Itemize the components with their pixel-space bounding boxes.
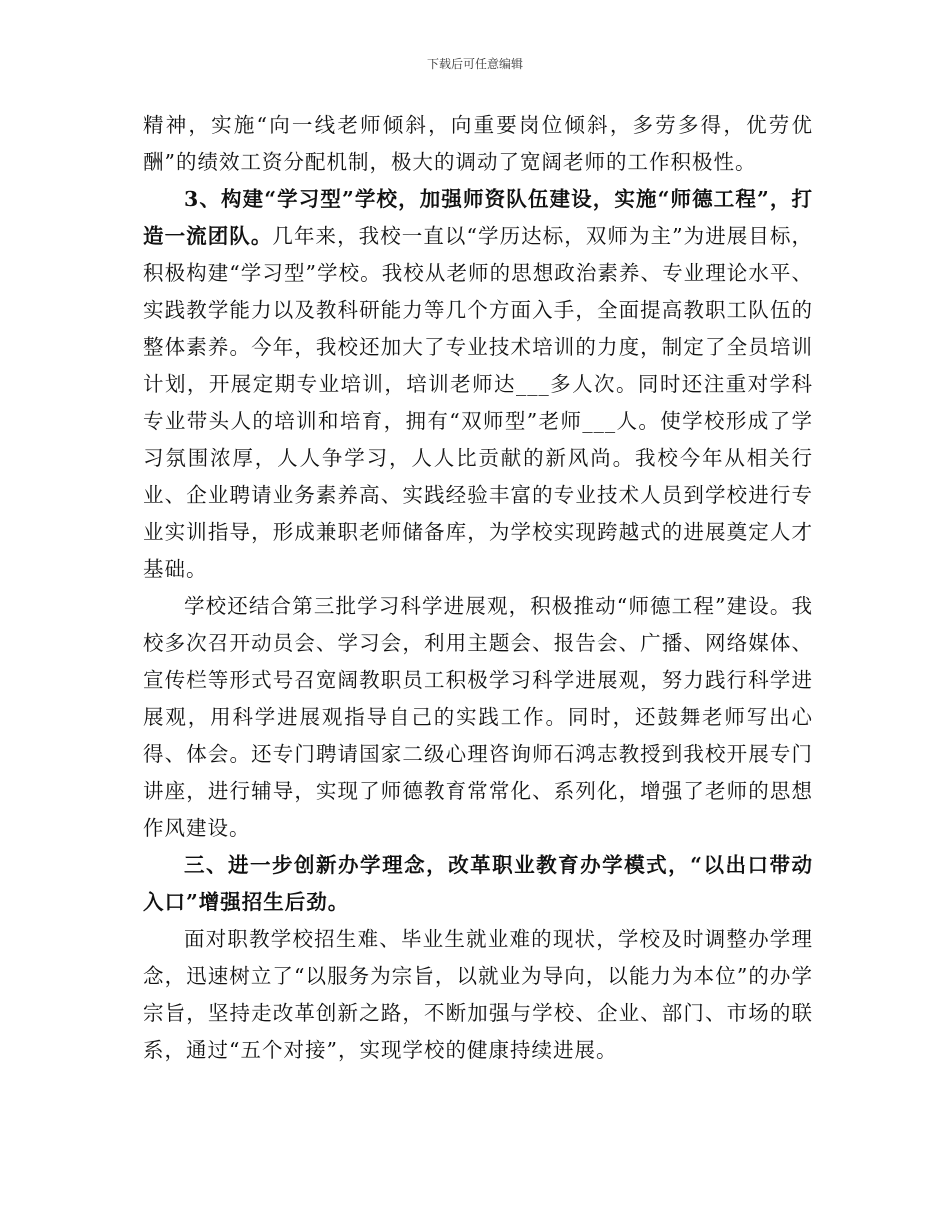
- section-heading-3: 3、构建“学习型”学校，加强师资队伍建设，实施“师德工程”，打造一流团队。: [143, 187, 813, 248]
- paragraph-enrollment: 面对职教学校招生难、毕业生就业难的现状，学校及时调整办学理念，迅速树立了“以服务为宗旨，以就业为导向，以能力为本位”的办学宗旨，坚持走改革创新之路，不断加强与学校、企业、部门、市场的联系，通过“五个对接”，实现学校的健康持续进展。: [143, 927, 813, 1062]
- page-header: 下载后可任意编辑: [426, 57, 523, 71]
- paragraph-teacher-ethics: 学校还结合第三批学习科学进展观，积极推动“师德工程”建设。我校多次召开动员会、学习会，利用主题会、报告会、广播、网络媒体、宣传栏等形式号召宽阔教职员工积极学习科学进展观，努力践行科学进展观，用科学进展观指导自己的实践工作。同时，还鼓舞老师写出心得、体会。还专门聘请国家二级心理咨询师石鸿志教授到我校开展专门讲座，进行辅导，实现了师德教育常常化、系列化，增强了老师的思想作风建设。: [143, 594, 813, 840]
- paragraph-learning-school-text: 几年来，我校一直以“学历达标，双师为主”为进展目标，积极构建“学习型”学校。我校从老师的思想政治素养、专业理论水平、实践教学能力以及教科研能力等几个方面入手，全面提高教职工队伍的整体素养。今年，我校还加大了专业技术培训的力度，制定了全员培训计划，开展定期专业培训，培训老师达___多人次。同时还注重对学科专业带头人的培训和培育，拥有“双师型”老师___人。使学校形成了学习氛围浓厚，人人争学习，人人比贡献的新风尚。我校今年从相关行业、企业聘请业务素养高、实践经验丰富的专业技术人员到学校进行专业实训指导，形成兼职老师储备库，为学校实现跨越式的进展奠定人才基础。: [143, 224, 814, 581]
- paragraph-continuation: 精神，实施“向一线老师倾斜，向重要岗位倾斜，多劳多得，优劳优酬”的绩效工资分配机制，极大的调动了宽阔老师的工作积极性。: [143, 113, 813, 174]
- document-body: [143, 107, 813, 1069]
- section-heading-three: 三、进一步创新办学理念，改革职业教育办学模式，“以出口带动入口”增强招生后劲。: [143, 853, 813, 914]
- paragraph-learning-school: [143, 181, 813, 588]
